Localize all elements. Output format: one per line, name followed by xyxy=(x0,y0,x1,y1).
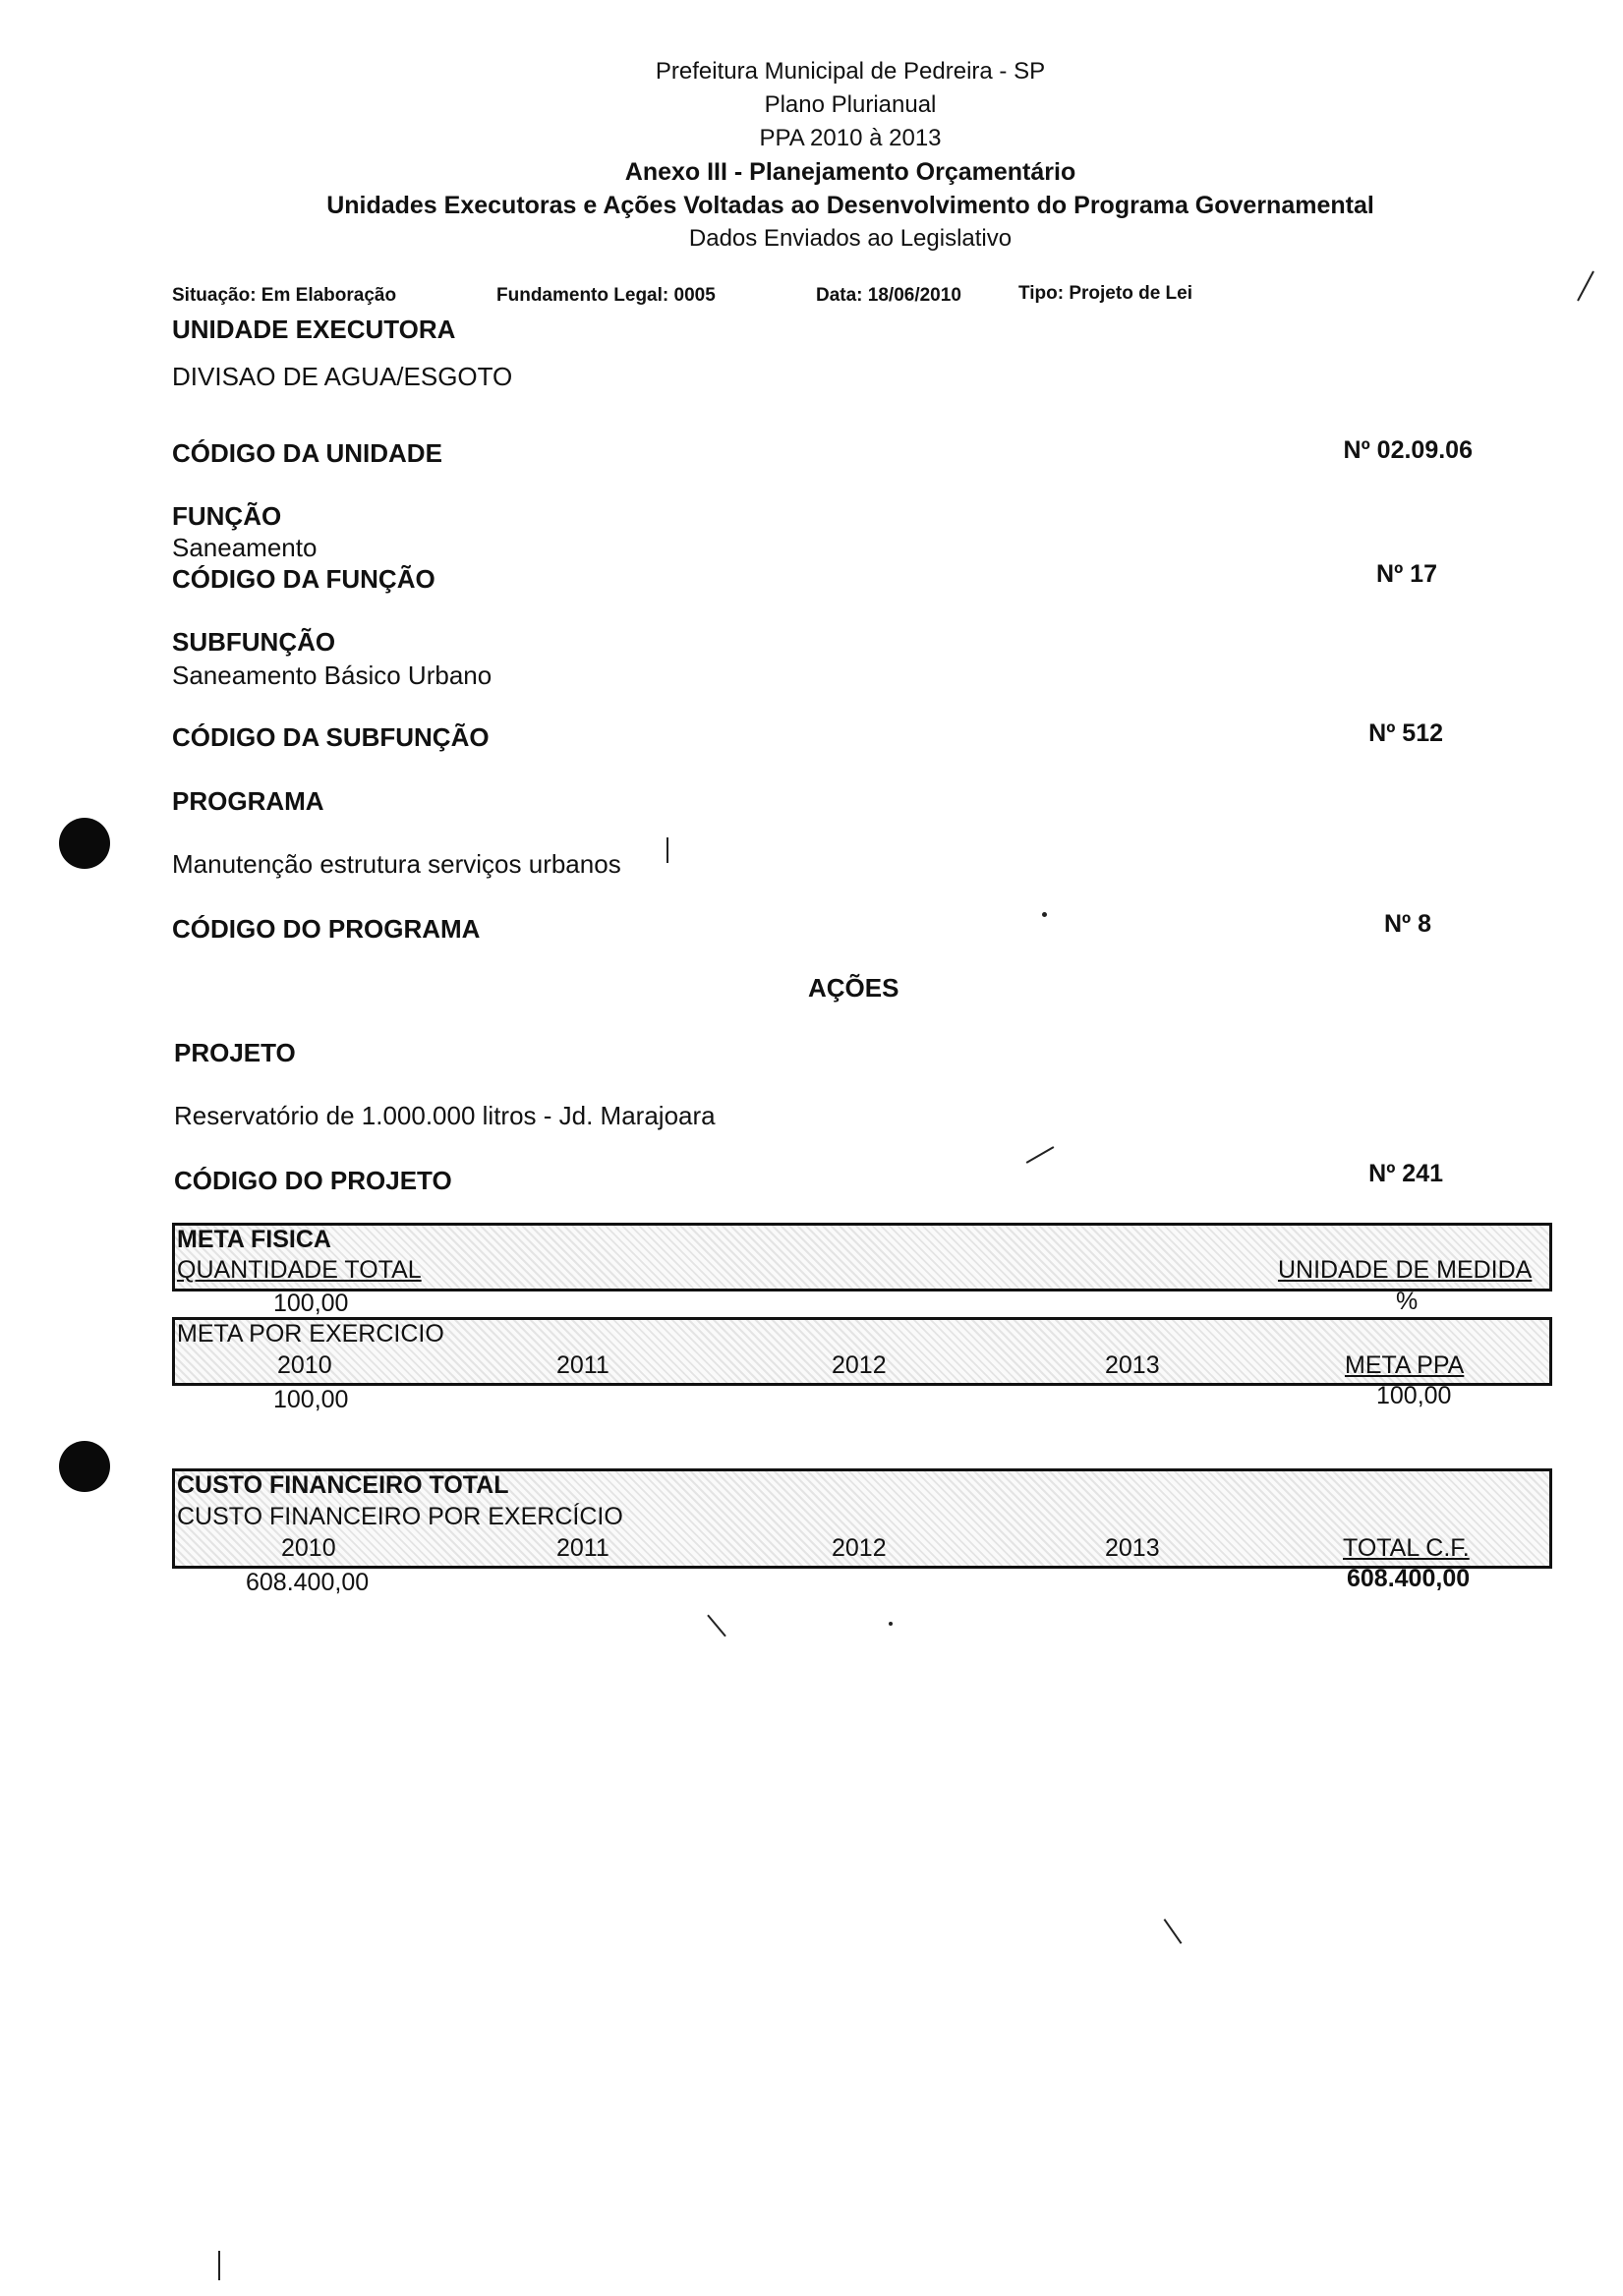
projeto-label: PROJETO xyxy=(174,1038,296,1067)
header-municipality: Prefeitura Municipal de Pedreira - SP xyxy=(655,58,1046,85)
custo-year-2011: 2011 xyxy=(556,1534,609,1562)
programa-code-label: CÓDIGO DO PROGRAMA xyxy=(172,914,481,944)
custo-year-2010: 2010 xyxy=(281,1534,336,1562)
custo-total-value: 608.400,00 xyxy=(1347,1565,1471,1592)
punch-hole-bottom xyxy=(59,1441,110,1492)
scan-mark xyxy=(1026,1146,1055,1164)
meta-exercicio-year-2010: 2010 xyxy=(277,1351,332,1379)
header-subtitle: Unidades Executoras e Ações Voltadas ao Desenvolvimento do Programa Governamental xyxy=(326,192,1374,219)
custo-year-2012: 2012 xyxy=(832,1534,887,1562)
scan-mark xyxy=(707,1615,726,1637)
programa-value: Manutenção estrutura serviços urbanos xyxy=(172,849,621,879)
custo-value-2010: 608.400,00 xyxy=(246,1569,370,1596)
custo-title: CUSTO FINANCEIRO TOTAL xyxy=(177,1471,509,1499)
unidade-label: UNIDADE EXECUTORA xyxy=(172,315,456,344)
meta-exercicio-total-value: 100,00 xyxy=(1376,1382,1452,1409)
scan-mark xyxy=(667,837,668,863)
scan-mark xyxy=(218,2251,220,2280)
subfuncao-value: Saneamento Básico Urbano xyxy=(172,660,493,690)
meta-exercicio-title: META POR EXERCICIO xyxy=(177,1320,444,1348)
projeto-code: Nº 241 xyxy=(1368,1160,1443,1187)
meta-exercicio-year-2012: 2012 xyxy=(832,1351,887,1379)
header-ppa: PPA 2010 à 2013 xyxy=(759,125,942,151)
funcao-label: FUNÇÃO xyxy=(172,501,282,531)
unidade-value: DIVISAO DE AGUA/ESGOTO xyxy=(172,362,513,391)
header-legislative: Dados Enviados ao Legislativo xyxy=(688,225,1013,252)
punch-hole-top xyxy=(59,818,110,869)
funcao-value: Saneamento xyxy=(172,533,318,562)
meta-fisica-band xyxy=(172,1223,1552,1292)
meta-fisica-title: META FISICA xyxy=(177,1226,331,1253)
header-annex: Anexo III - Planejamento Orçamentário xyxy=(624,158,1076,186)
custo-year-2013: 2013 xyxy=(1105,1534,1160,1562)
projeto-code-label: CÓDIGO DO PROJETO xyxy=(174,1166,452,1195)
meta-tipo: Tipo: Projeto de Lei xyxy=(1018,283,1192,304)
meta-exercicio-total-label: META PPA xyxy=(1345,1351,1465,1379)
funcao-code: Nº 17 xyxy=(1376,560,1437,588)
meta-exercicio-value-2010: 100,00 xyxy=(273,1386,349,1413)
acoes-title: AÇÕES xyxy=(808,973,899,1003)
meta-exercicio-band xyxy=(172,1317,1552,1386)
meta-fisica-unit-value: % xyxy=(1396,1288,1419,1315)
funcao-code-label: CÓDIGO DA FUNÇÃO xyxy=(172,564,435,594)
scan-mark xyxy=(1577,271,1594,302)
programa-label: PROGRAMA xyxy=(172,786,324,816)
header-plan: Plano Plurianual xyxy=(764,91,937,118)
meta-fundamento: Fundamento Legal: 0005 xyxy=(496,285,716,306)
scan-mark xyxy=(1164,1919,1183,1944)
meta-fisica-unit-label: UNIDADE DE MEDIDA xyxy=(1278,1256,1533,1284)
subfuncao-code: Nº 512 xyxy=(1368,719,1443,747)
scan-mark xyxy=(1042,912,1047,917)
scan-mark xyxy=(889,1622,893,1626)
custo-band xyxy=(172,1468,1552,1569)
unidade-code-label: CÓDIGO DA UNIDADE xyxy=(172,438,442,468)
meta-situacao: Situação: Em Elaboração xyxy=(172,285,397,306)
meta-fisica-qty-value: 100,00 xyxy=(273,1290,349,1317)
meta-data: Data: 18/06/2010 xyxy=(816,285,961,306)
meta-fisica-qty-label: QUANTIDADE TOTAL xyxy=(177,1256,422,1284)
meta-exercicio-year-2011: 2011 xyxy=(556,1351,609,1379)
meta-exercicio-year-2013: 2013 xyxy=(1105,1351,1160,1379)
projeto-value: Reservatório de 1.000.000 litros - Jd. Marajoara xyxy=(174,1101,716,1130)
custo-subtitle: CUSTO FINANCEIRO POR EXERCÍCIO xyxy=(177,1503,623,1530)
programa-code: Nº 8 xyxy=(1383,910,1431,938)
custo-total-label: TOTAL C.F. xyxy=(1343,1534,1470,1562)
unidade-code: Nº 02.09.06 xyxy=(1343,436,1473,464)
subfuncao-code-label: CÓDIGO DA SUBFUNÇÃO xyxy=(172,722,490,752)
subfuncao-label: SUBFUNÇÃO xyxy=(172,627,336,657)
